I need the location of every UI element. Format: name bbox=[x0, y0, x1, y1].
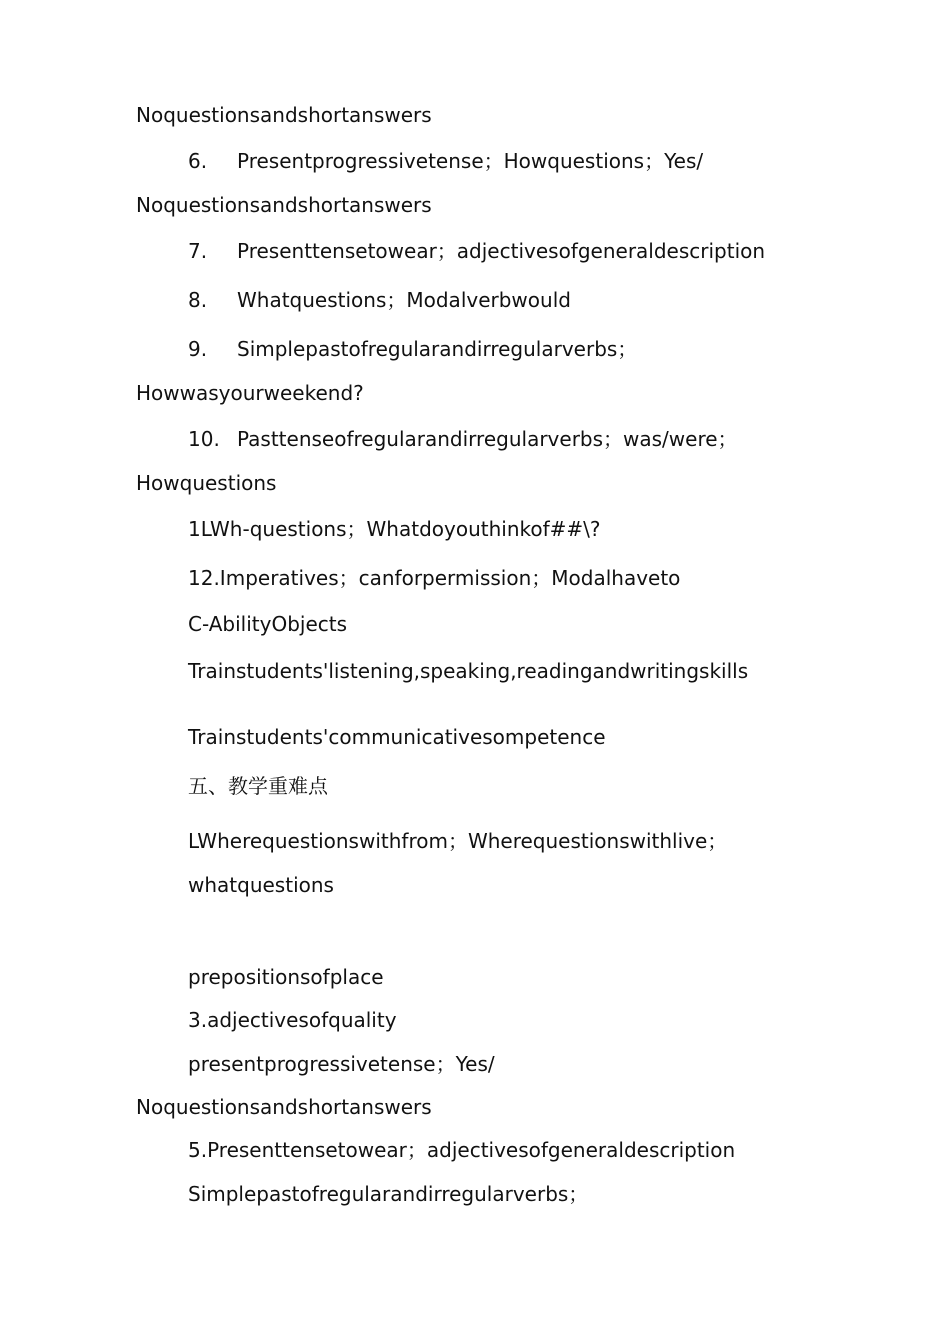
text-line: Noquestionsandshortanswers bbox=[136, 1095, 432, 1119]
item-number: 10. bbox=[188, 427, 220, 451]
text-line: LWherequestionswithfrom；Wherequestionswithlive； bbox=[188, 829, 728, 853]
item-number: 7. bbox=[188, 239, 208, 263]
numbered-item bbox=[188, 288, 571, 312]
section-heading: C-AbilityObjects bbox=[188, 612, 348, 636]
item-number: 8. bbox=[188, 288, 208, 312]
text-line: 1LWh-questions；Whatdoyouthinkof##\? bbox=[188, 517, 601, 541]
item-text: Simplepastofregularandirregularverbs； bbox=[237, 337, 638, 361]
item-number: 6. bbox=[188, 149, 208, 173]
text-line: 3.adjectivesofquality bbox=[188, 1008, 397, 1032]
item-text: Pasttenseofregularandirregularverbs；was/were； bbox=[237, 427, 738, 451]
text-line: Trainstudents'communicativesompetence bbox=[188, 725, 606, 749]
text-line: prepositionsofplace bbox=[188, 965, 384, 989]
text-line: Howwasyourweekend? bbox=[136, 381, 364, 405]
text-line: whatquestions bbox=[188, 873, 334, 897]
numbered-item bbox=[188, 427, 738, 451]
text-line: presentprogressivetense；Yes/ bbox=[188, 1052, 495, 1076]
numbered-item bbox=[188, 337, 637, 361]
text-line: 12.Imperatives；canforpermission；Modalhaveto bbox=[188, 566, 681, 590]
item-number: 9. bbox=[188, 337, 208, 361]
text-line: 5.Presenttensetowear；adjectivesofgeneraldescription bbox=[188, 1138, 736, 1162]
item-text: Whatquestions；Modalverbwould bbox=[237, 288, 571, 312]
item-text: Presenttensetowear；adjectivesofgeneraldescription bbox=[237, 239, 766, 263]
text-line: Howquestions bbox=[136, 471, 277, 495]
numbered-item bbox=[188, 239, 765, 263]
text-line: Trainstudents'listening,speaking,readingandwritingskills bbox=[188, 659, 749, 683]
text-line: Simplepastofregularandirregularverbs； bbox=[188, 1182, 589, 1206]
item-text: Presentprogressivetense；Howquestions；Yes/ bbox=[237, 149, 704, 173]
numbered-item bbox=[188, 149, 703, 173]
text-line: Noquestionsandshortanswers bbox=[136, 193, 432, 217]
text-line: Noquestionsandshortanswers bbox=[136, 103, 432, 127]
section-heading: 五、教学重难点 bbox=[188, 774, 328, 798]
